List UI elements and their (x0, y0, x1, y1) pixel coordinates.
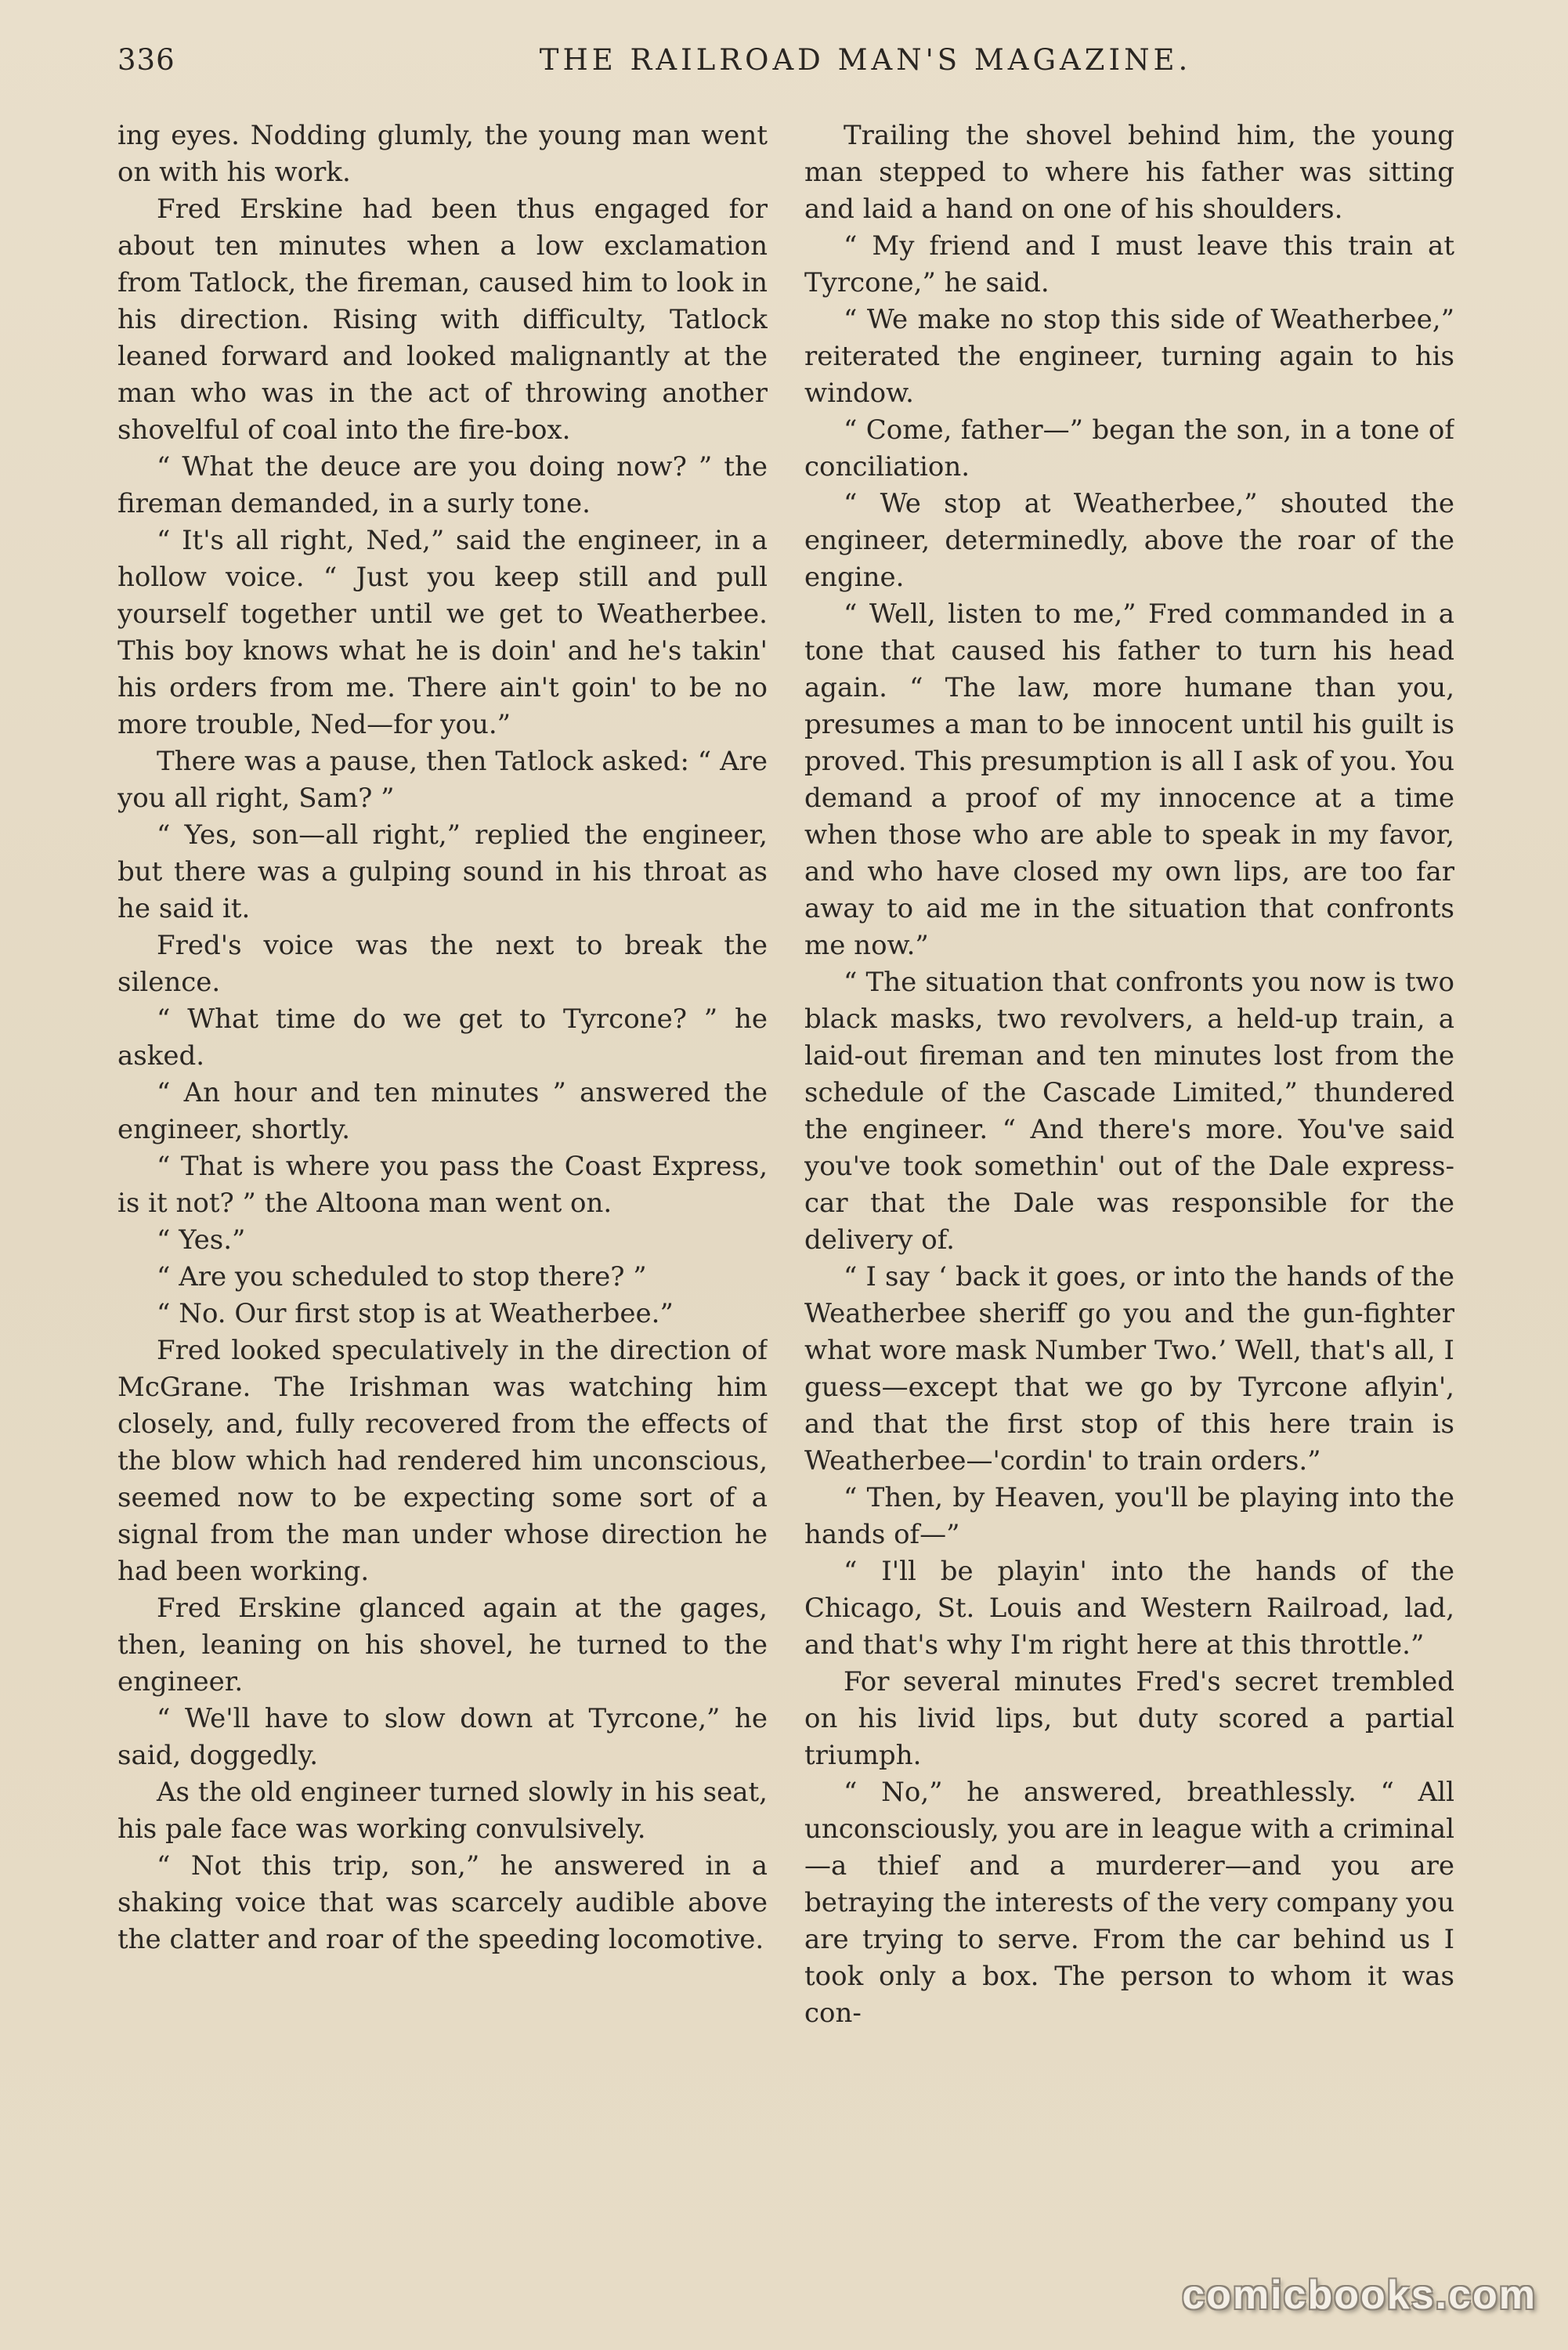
paragraph: “ It's all right, Ned,” said the engineer, in a hollow voice. “ Just you keep still and pull yourself together until we get to Weatherbee. This boy knows what he is doin' and he's takin' his orders from me. There ain't goin' to be no more trouble, Ned—for you.” (117, 525, 768, 740)
paragraph: “ Well, listen to me,” Fred commanded in a tone that caused his father to turn his head again. “ The law, more humane than you, presumes a man to be innocent until his guilt is proved. This presumption is all I ask of you. You demand a proof of my innocence at a time when those who are able to speak in my favor, and who have closed my own lips, are too far away to aid me in the situation that confronts me now.” (804, 598, 1454, 961)
paragraph: “ We stop at Weatherbee,” shouted the engineer, determinedly, above the roar of the engine. (804, 488, 1454, 593)
paragraph: “ Are you scheduled to stop there? ” (157, 1261, 647, 1292)
site-watermark: comicbooks.com (1182, 2272, 1537, 2318)
paragraph: “ We make no stop this side of Weatherbee,” reiterated the engineer, turning again to his window. (804, 304, 1454, 409)
right-column (804, 118, 1454, 2209)
paragraph: “ An hour and ten minutes ” answered the engineer, shortly. (117, 1077, 768, 1145)
running-head: THE RAILROAD MAN'S MAGAZINE. (539, 43, 1192, 77)
paragraph: “ Then, by Heaven, you'll be playing into the hands of—” (804, 1482, 1454, 1550)
paragraph: “ I say ‘ back it goes, or into the hands of the Weatherbee sheriff go you and the gun-fighter what wore mask Number Two.’ Well, that's all, I guess—except that we go by Tyrcone aflyin', and that the first stop of this here train is Weatherbee—'cordin' to train orders.” (804, 1261, 1454, 1477)
paragraph: For several minutes Fred's secret trembled on his livid lips, but duty scored a partial triumph. (804, 1666, 1454, 1771)
paragraph: “ What time do we get to Tyrcone? ” he asked. (117, 1003, 768, 1072)
paragraph: “ No,” he answered, breathlessly. “ All unconsciously, you are in league with a criminal—a thief and a murderer—and you are betraying the interests of the very company you are trying to serve. From the car behind us I took only a box. The person to whom it was con- (804, 1777, 1454, 2029)
paragraph: Trailing the shovel behind him, the young man stepped to where his father was sitting and laid a hand on one of his shoulders. (804, 120, 1454, 225)
left-column (117, 118, 768, 2209)
paragraph: Fred's voice was the next to break the silence. (117, 930, 768, 998)
paragraph: Fred looked speculatively in the direction of McGrane. The Irishman was watching him closely, and, fully recovered from the effects of the blow which had rendered him unconscious, seemed now to be expecting some sort of a signal from the man under whose direction he had been working. (117, 1335, 768, 1587)
paragraph: “ Come, father—” began the son, in a tone of conciliation. (804, 414, 1454, 483)
paragraph: “ Yes, son—all right,” replied the engineer, but there was a gulping sound in his throat as he said it. (117, 819, 768, 924)
paragraph: Fred Erskine glanced again at the gages, then, leaning on his shovel, he turned to the engineer. (117, 1593, 768, 1697)
paragraph: “ That is where you pass the Coast Express, is it not? ” the Altoona man went on. (117, 1151, 768, 1219)
paragraph: “ What the deuce are you doing now? ” the fireman demanded, in a surly tone. (117, 451, 768, 519)
paragraph: Fred Erskine had been thus engaged for about ten minutes when a low exclamation from Tatlock, the fireman, caused him to look in his direction. Rising with difficulty, Tatlock leaned forward and looked malignantly at the man who was in the act of throwing another shovelful of coal into the fire-box. (117, 193, 768, 446)
page-header (117, 43, 1480, 98)
paragraph: ing eyes. Nodding glumly, the young man went on with his work. (117, 120, 768, 188)
paragraph: “ The situation that confronts you now is two black masks, two revolvers, a held-up train, a laid-out fireman and ten minutes lost from the schedule of the Cascade Limited,” thundered the engineer. “ And there's more. You've said you've took somethin' out of the Dale express-car that the Dale was responsible for the delivery of. (804, 967, 1454, 1256)
paragraph: As the old engineer turned slowly in his seat, his pale face was working convulsively. (117, 1777, 768, 1845)
paragraph: There was a pause, then Tatlock asked: “ Are you all right, Sam? ” (117, 746, 768, 814)
paragraph: “ My friend and I must leave this train at Tyrcone,” he said. (804, 230, 1454, 298)
paragraph: “ No. Our first stop is at Weatherbee.” (157, 1298, 674, 1329)
page-number: 336 (117, 43, 175, 77)
paragraph: “ Yes.” (157, 1224, 246, 1256)
paragraph: “ Not this trip, son,” he answered in a shaking voice that was scarcely audible above the clatter and roar of the speeding locomotive. (117, 1850, 768, 1955)
paragraph: “ We'll have to slow down at Tyrcone,” he said, doggedly. (117, 1703, 768, 1771)
paragraph: “ I'll be playin' into the hands of the Chicago, St. Louis and Western Railroad, lad, and that's why I'm right here at this throttle.” (804, 1556, 1454, 1661)
